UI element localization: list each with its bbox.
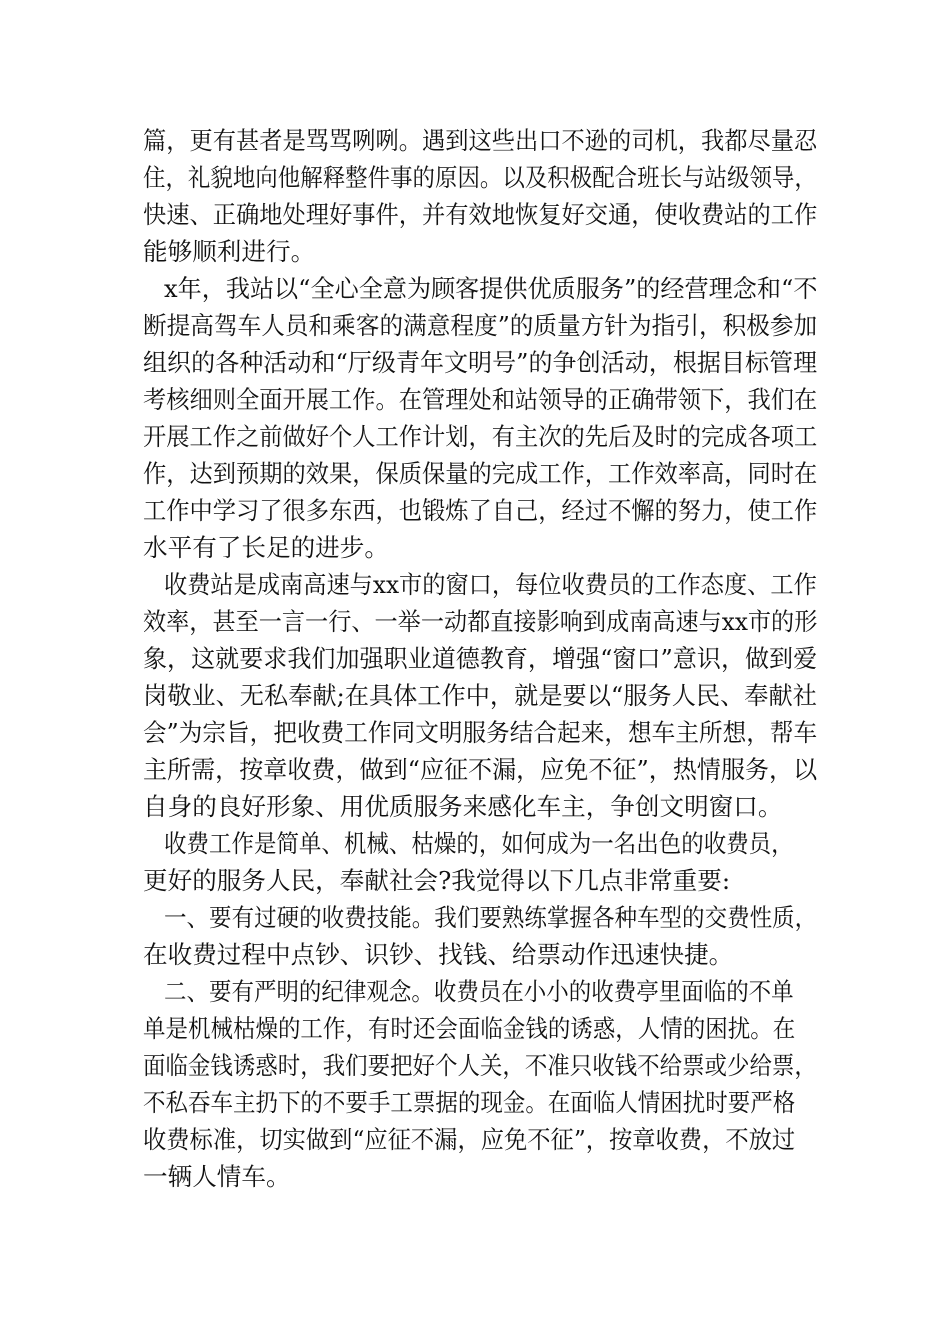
text-line: 水平有了长足的进步。 [143, 533, 389, 562]
text-line: 更好的服务人民，奉献社会?我觉得以下几点非常重要: [143, 866, 731, 895]
text-line: 象，这就要求我们加强职业道德教育，增强“窗口”意识，做到爱 [143, 644, 818, 673]
text-line: 快速、正确地处理好事件，并有效地恢复好交通，使收费站的工作 [143, 200, 818, 229]
text-line: 二、要有严明的纪律观念。收费员在小小的收费亭里面临的不单 [164, 977, 794, 1006]
text-line: 会”为宗旨，把收费工作同文明服务结合起来，想车主所想，帮车 [143, 718, 818, 747]
text-line: 在收费过程中点钞、识钞、找钱、给票动作迅速快捷。 [143, 940, 734, 969]
text-line: 能够顺利进行。 [143, 237, 316, 266]
text-line: 主所需，按章收费，做到“应征不漏，应免不征”，热情服务，以 [143, 755, 818, 784]
text-line: 开展工作之前做好个人工作计划，有主次的先后及时的完成各项工 [143, 422, 818, 451]
text-line: 考核细则全面开展工作。在管理处和站领导的正确带领下，我们在 [143, 385, 818, 414]
text-line: 收费工作是简单、机械、枯燥的，如何成为一名出色的收费员， [164, 829, 794, 858]
text-line: 断提高驾车人员和乘客的满意程度”的质量方针为指引，积极参加 [143, 311, 818, 340]
text-line: 工作中学习了很多东西，也锻炼了自己，经过不懈的努力，使工作 [143, 496, 818, 525]
text-line: 面临金钱诱惑时，我们要把好个人关，不准只收钱不给票或少给票， [143, 1051, 817, 1080]
text-line: 篇，更有甚者是骂骂咧咧。遇到这些出口不逊的司机，我都尽量忍 [143, 126, 818, 155]
text-line: 自身的良好形象、用优质服务来感化车主，争创文明窗口。 [143, 792, 783, 821]
text-line: 不私吞车主扔下的不要手工票据的现金。在面临人情困扰时要严格 [143, 1088, 796, 1117]
text-line: 收费标准，切实做到“应征不漏，应免不征”，按章收费，不放过 [143, 1125, 796, 1154]
text-line: 收费站是成南高速与xx市的窗口，每位收费员的工作态度、工作 [164, 570, 817, 599]
text-line: 住，礼貌地向他解释整件事的原因。以及积极配合班长与站级领导， [143, 163, 817, 192]
text-line: 组织的各种活动和“厅级青年文明号”的争创活动，根据目标管理 [143, 348, 818, 377]
text-line: x年，我站以“全心全意为顾客提供优质服务”的经营理念和“不 [164, 274, 818, 303]
text-line: 一、要有过硬的收费技能。我们要熟练掌握各种车型的交费性质， [164, 903, 818, 932]
text-line: 一辆人情车。 [143, 1162, 291, 1191]
text-line: 作，达到预期的效果，保质保量的完成工作，工作效率高，同时在 [143, 459, 818, 488]
text-line: 单是机械枯燥的工作，有时还会面临金钱的诱惑，人情的困扰。在 [143, 1014, 796, 1043]
text-line: 岗敬业、无私奉献;在具体工作中，就是要以“服务人民、奉献社 [143, 681, 817, 710]
text-line: 效率，甚至一言一行、一举一动都直接影响到成南高速与xx市的形 [143, 607, 818, 636]
